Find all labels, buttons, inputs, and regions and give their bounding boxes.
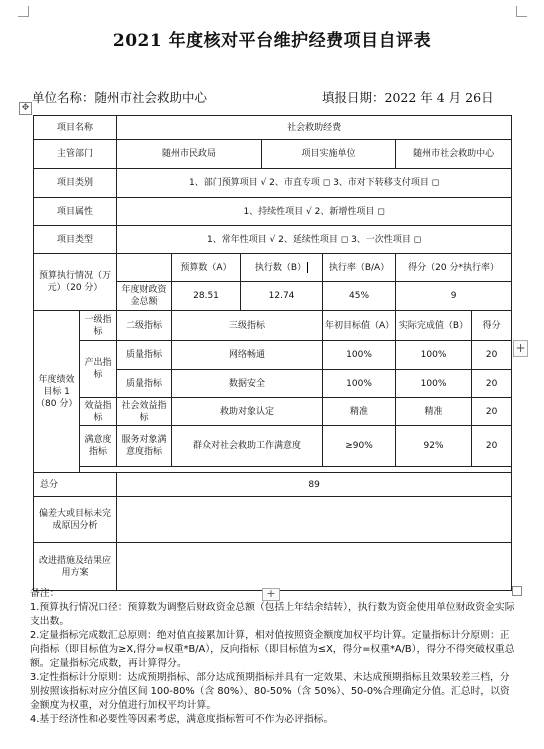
perf-header-target: 年初目标值（A） bbox=[323, 311, 396, 341]
budget-row-label: 年度财政资金总额 bbox=[117, 282, 172, 311]
score-cell[interactable]: 20 bbox=[472, 426, 512, 467]
note-4: 4.基于经济性和必要性等因素考虑，满意度指标暂可不作为必评指标。 bbox=[30, 714, 334, 725]
budget-header-budget: 预算数（A） bbox=[172, 254, 241, 282]
level3-cell: 救助对象认定 bbox=[172, 398, 323, 426]
perf-header-level3: 三级指标 bbox=[172, 311, 323, 341]
perf-target-label: 年度绩效目标 1（80 分） bbox=[34, 311, 80, 473]
target-cell[interactable]: ≥90% bbox=[323, 426, 396, 467]
actual-cell[interactable]: 92% bbox=[396, 426, 472, 467]
improvement-value[interactable] bbox=[117, 543, 512, 591]
level3-cell: 群众对社会救助工作满意度 bbox=[172, 426, 323, 467]
budget-section-label: 预算执行情况（万元）（20 分） bbox=[34, 254, 117, 311]
level2-cell: 社会效益指标 bbox=[117, 398, 172, 426]
dept-label: 主管部门 bbox=[34, 140, 117, 169]
table-move-handle-icon[interactable]: ✥ bbox=[19, 102, 32, 115]
score-cell[interactable]: 20 bbox=[472, 370, 512, 398]
perf-header-level2: 二级指标 bbox=[117, 311, 172, 341]
exec-value[interactable]: 12.74 bbox=[241, 282, 323, 311]
total-value[interactable]: 89 bbox=[117, 473, 512, 497]
level2-cell: 质量指标 bbox=[117, 341, 172, 370]
score-cell[interactable]: 20 bbox=[472, 341, 512, 370]
type-value[interactable]: 1、常年性项目 √ 2、延续性项目 ◻ 3、一次性项目 ◻ bbox=[117, 226, 512, 254]
text-cursor bbox=[307, 262, 308, 273]
actual-cell[interactable]: 100% bbox=[396, 370, 472, 398]
budget-header-blank bbox=[117, 254, 172, 282]
actual-cell[interactable]: 100% bbox=[396, 341, 472, 370]
category-value[interactable]: 1、部门预算项目 √ 2、市直专项 ◻ 3、市对下转移支付项目 ◻ bbox=[117, 169, 512, 198]
self-evaluation-table bbox=[33, 115, 512, 591]
category-label: 项目类别 bbox=[34, 169, 117, 198]
level3-cell: 网络畅通 bbox=[172, 341, 323, 370]
perf-header-level1: 一级指标 bbox=[80, 311, 117, 341]
improvement-label: 改进措施及结果应用方案 bbox=[34, 543, 117, 591]
project-name-value[interactable]: 社会救助经费 bbox=[117, 116, 512, 140]
impl-unit-value[interactable]: 随州市社会救助中心 bbox=[396, 140, 512, 169]
perf-header-score: 得分 bbox=[472, 311, 512, 341]
deviation-value[interactable] bbox=[117, 497, 512, 543]
rate-value[interactable]: 45% bbox=[323, 282, 396, 311]
notes-heading: 备注： bbox=[30, 588, 60, 599]
impl-unit-label: 项目实施单位 bbox=[262, 140, 396, 169]
project-name-label: 项目名称 bbox=[34, 116, 117, 140]
level2-cell: 服务对象满意度指标 bbox=[117, 426, 172, 467]
level1-output: 产出指标 bbox=[80, 341, 117, 398]
budget-header-rate: 执行率（B/A） bbox=[323, 254, 396, 282]
target-cell[interactable]: 100% bbox=[323, 341, 396, 370]
level3-cell: 数据安全 bbox=[172, 370, 323, 398]
unit-name: 单位名称：随州市社会救助中心 bbox=[32, 90, 208, 105]
budget-header-score: 得分（20 分*执行率） bbox=[396, 254, 512, 282]
budget-score-value[interactable]: 9 bbox=[396, 282, 512, 311]
perf-header-actual: 实际完成值（B） bbox=[396, 311, 472, 341]
budget-value[interactable]: 28.51 bbox=[172, 282, 241, 311]
attribute-value[interactable]: 1、持续性项目 √ 2、新增性项目 ◻ bbox=[117, 198, 512, 226]
target-cell[interactable]: 100% bbox=[323, 370, 396, 398]
note-1: 1.预算执行情况口径：预算数为调整后财政资金总额（包括上年结余结转），执行数为资金使用单位财政资金实际支出数。 bbox=[30, 602, 515, 627]
level1-effect: 效益指标 bbox=[80, 398, 117, 426]
note-2: 2.定量指标完成数汇总原则：绝对值直接累加计算，相对值按照资金额度加权平均计算。定量指标计分原则：正向指标（即目标值为≥X,得分=权重*B/A），反向指标（即目标值为≤X，得分=权重*A/B），得分不得突破权重总额。定量指标完成数，再计算得分。 bbox=[30, 630, 515, 669]
add-column-icon[interactable]: + bbox=[513, 340, 528, 357]
add-row-icon[interactable]: + bbox=[262, 588, 280, 601]
level2-cell: 质量指标 bbox=[117, 370, 172, 398]
target-cell[interactable]: 精准 bbox=[323, 398, 396, 426]
notes-section bbox=[30, 587, 516, 727]
page-corner-mark bbox=[18, 6, 29, 17]
fill-date: 填报日期：2022 年 4 月 26日 bbox=[322, 90, 494, 105]
deviation-label: 偏差大或目标未完成原因分析 bbox=[34, 497, 117, 543]
attribute-label: 项目属性 bbox=[34, 198, 117, 226]
note-3: 3.定性指标计分原则：达成预期指标、部分达成预期指标并具有一定效果、未达成预期指标且效果较差三档，分别按照该指标对应分值区间 100-80%（含 80%）、80-50%（含 50%）、50-0%合理确定分值。汇总时，以资金额度为权重，对分值进行加权平均计算。 bbox=[30, 672, 510, 711]
document-title: 2021 年度核对平台维护经费项目自评表 bbox=[112, 31, 432, 51]
budget-header-exec: 执行数（B） bbox=[241, 254, 323, 282]
page-corner-mark bbox=[516, 6, 527, 17]
actual-cell[interactable]: 精准 bbox=[396, 398, 472, 426]
total-label: 总分 bbox=[34, 473, 117, 497]
dept-value[interactable]: 随州市民政局 bbox=[117, 140, 262, 169]
level1-satisfaction: 满意度指标 bbox=[80, 426, 117, 467]
type-label: 项目类型 bbox=[34, 226, 117, 254]
score-cell[interactable]: 20 bbox=[472, 398, 512, 426]
